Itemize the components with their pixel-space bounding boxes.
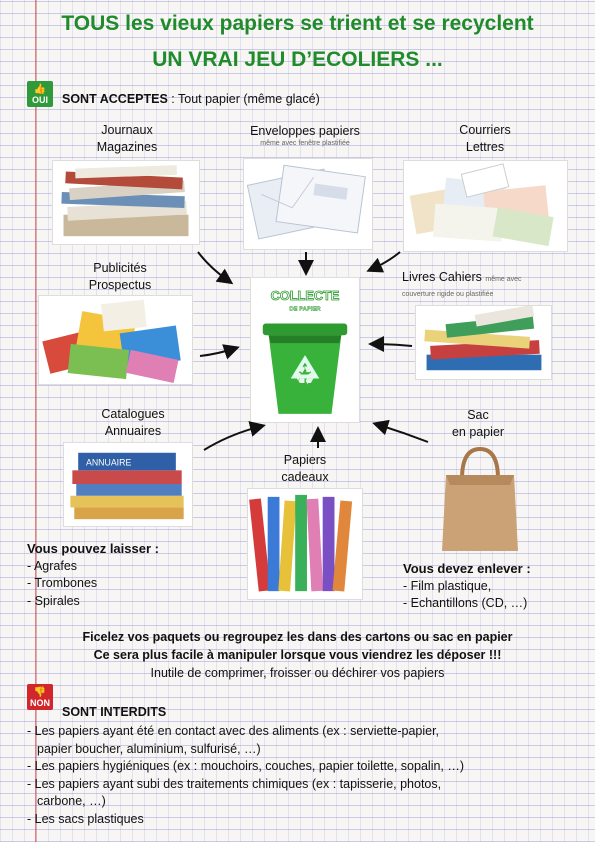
- arrow-catalogues: [204, 426, 262, 450]
- accepted-heading: [62, 92, 320, 106]
- accepted-heading-detail: : Tout papier (même glacé): [167, 92, 320, 106]
- label-livres: Livres Cahiers même avec couverture rigide ou plastifiée: [402, 270, 522, 298]
- forbidden-item: papier boucher, aluminium, sulfurisé, …): [37, 741, 261, 756]
- catalogues-image: [63, 442, 193, 527]
- page-title-line2: UN VRAI JEU D’ECOLIERS ...: [152, 48, 443, 71]
- directories-stack-icon: [64, 443, 192, 526]
- forbidden-heading: SONT INTERDITS: [62, 705, 167, 719]
- keep-item: - Trombones: [27, 576, 98, 590]
- accepted-heading-title: SONT ACCEPTES: [62, 92, 168, 106]
- keep-item: - Spirales: [27, 593, 80, 608]
- advice-line2: Ce sera plus facile à manipuler lorsque vous viendrez les déposer !!!: [93, 648, 502, 662]
- advice-block: [0, 628, 595, 682]
- arrow-livres: [372, 344, 412, 346]
- thumbs-down-icon: 👎: [33, 687, 47, 698]
- advice-line3: Inutile de comprimer, froisser ou déchirer vos papiers: [150, 666, 445, 680]
- advice-line1: Ficelez vos paquets ou regroupez les dans des cartons ou sac en papier: [82, 630, 513, 644]
- forbidden-list: [27, 723, 567, 829]
- label-enveloppes: Enveloppes papiers même avec fenêtre plastifiée: [250, 124, 360, 147]
- label-publicites: Publicités Prospectus: [88, 261, 152, 292]
- bin-label-line2: DE PAPIER: [289, 306, 321, 313]
- notebooks-pile-icon: [416, 306, 551, 379]
- paper-bag-icon: [440, 445, 520, 553]
- badge-yes-label: OUI: [31, 95, 48, 105]
- gift-wrap-rolls-icon: [248, 489, 362, 599]
- gift-paper-image: [247, 488, 363, 600]
- arrow-sac: [376, 424, 428, 442]
- paper-bag-image: [440, 445, 520, 553]
- forbidden-item: - Les sacs plastiques: [27, 811, 144, 826]
- flyers-pile-icon: [39, 296, 192, 384]
- arrow-journaux: [198, 252, 230, 282]
- label-sac: Sac en papier: [451, 408, 505, 439]
- label-journaux: Journaux Magazines: [96, 123, 158, 154]
- books-image: [415, 305, 552, 380]
- label-courriers: Courriers Lettres: [459, 123, 511, 154]
- arrow-publicites: [200, 348, 236, 356]
- letters-pile-icon: [404, 161, 567, 251]
- keep-item: - Agrafes: [27, 558, 78, 573]
- annuaire-label: ANNUAIRE: [86, 457, 132, 468]
- badge-no-label: NON: [30, 698, 50, 708]
- label-catalogues: Catalogues Annuaires: [101, 407, 165, 438]
- label-cadeaux: Papiers cadeaux: [281, 453, 329, 484]
- newspapers-stack-icon: [53, 161, 199, 244]
- letters-image: [403, 160, 568, 252]
- bin-label-line1: COLLECTE: [270, 287, 340, 303]
- thumbs-down-badge: [27, 684, 53, 710]
- forbidden-item: - Les papiers ayant subi des traitements chimiques (ex : tapisserie, photos,: [27, 776, 442, 791]
- envelopes-icon: [244, 159, 372, 249]
- arrow-courriers: [370, 252, 400, 270]
- remove-heading: Vous devez enlever :: [403, 561, 531, 576]
- thumbs-up-badge: [27, 81, 53, 107]
- recycling-bin-icon: [251, 278, 359, 422]
- remove-list: [403, 560, 588, 613]
- keep-list: [27, 540, 247, 610]
- forbidden-item: - Les papiers ayant été en contact avec des aliments (ex : serviette-papier,: [27, 724, 440, 738]
- thumbs-up-icon: 👍: [33, 84, 47, 95]
- keep-heading: Vous pouvez laisser :: [27, 541, 159, 556]
- remove-item: - Film plastique,: [403, 578, 492, 593]
- remove-item: - Echantillons (CD, …): [403, 596, 528, 610]
- forbidden-item: carbone, …): [37, 794, 106, 809]
- forbidden-item: - Les papiers hygiéniques (ex : mouchoirs, couches, papier toilette, sopalin, …): [27, 759, 465, 774]
- recycling-bin-image: [250, 277, 360, 423]
- flyers-image: [38, 295, 193, 385]
- newspapers-image: [52, 160, 200, 245]
- recycle-symbol-icon: ♻: [293, 361, 317, 392]
- envelopes-image: [243, 158, 373, 250]
- page-title-line1: TOUS les vieux papiers se trient et se recyclent: [61, 12, 534, 35]
